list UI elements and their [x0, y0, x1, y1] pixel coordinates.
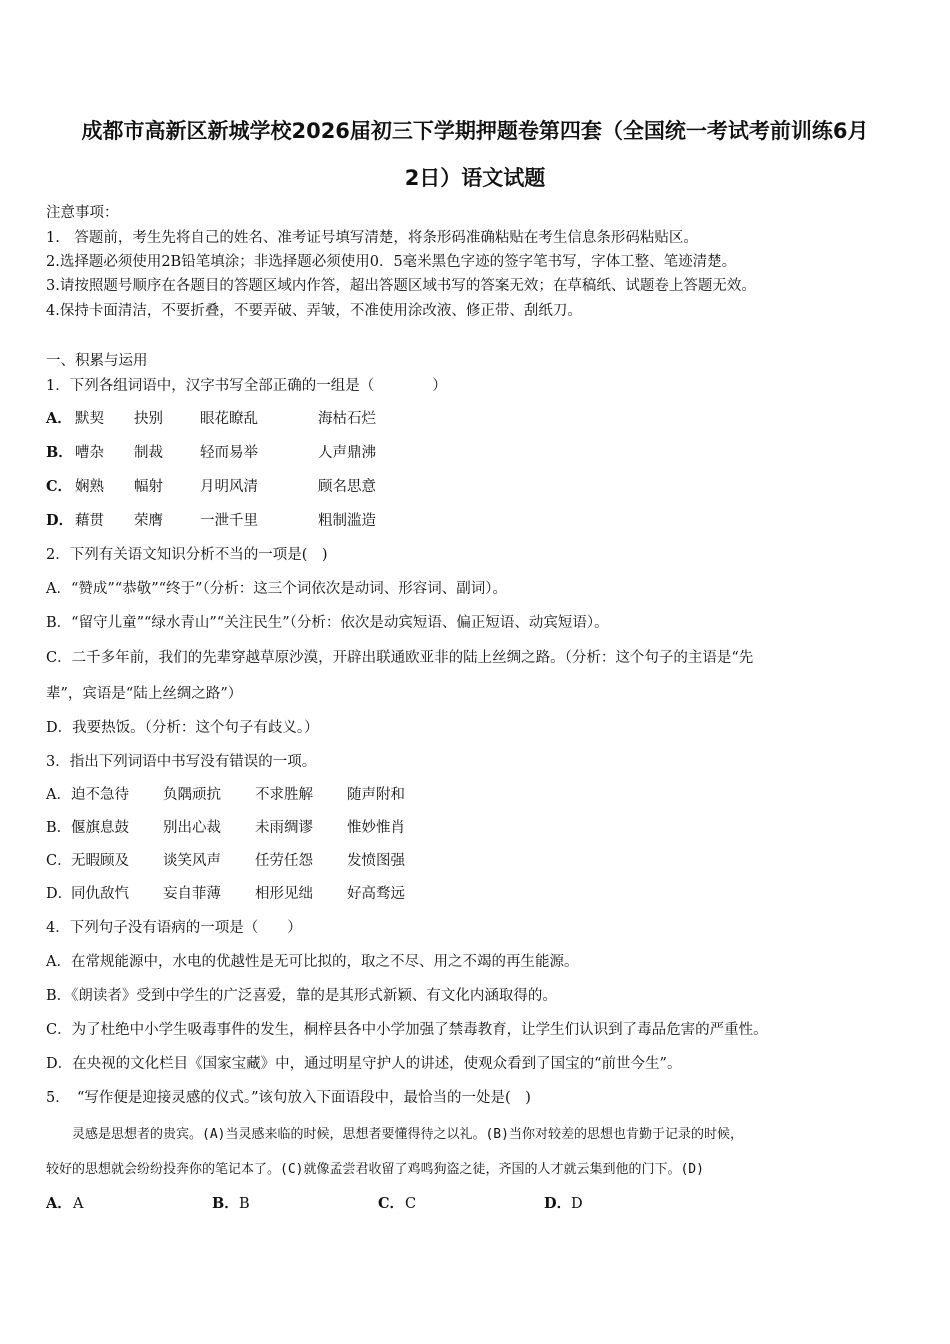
q5-passage-line2: 较好的思想就会纷纷投奔你的笔记本了。(C)就像孟尝君收留了鸡鸣狗盗之徒，齐国的人才就云集到他的门下。(D) [46, 1162, 704, 1177]
q1-word: 月明风清 [200, 479, 258, 495]
q1-word: 荣膺 [134, 513, 163, 529]
q1-word: 娴熟 [75, 479, 104, 495]
q3-word: 偃旗息鼓 [71, 820, 129, 836]
q5-option-label: A． [46, 1195, 72, 1212]
q5-option-label: B． [212, 1195, 239, 1212]
section-heading: 一、积累与运用 [46, 353, 148, 369]
q1-word: 制裁 [134, 445, 163, 461]
q3-word: 别出心裁 [163, 820, 221, 836]
q2-option-d: D．我要热饭。（分析：这个句子有歧义。） [46, 720, 319, 736]
q1-word: 顾名思意 [318, 479, 376, 495]
notice-item-2: 2.选择题必须使用2B铅笔填涂；非选择题必须使用0．5毫米黑色字迹的签字笔书写，字体工整、笔迹清楚。 [46, 254, 737, 270]
q3-word: 任劳任怨 [255, 853, 313, 869]
notice-item-1: 1. 答题前，考生先将自己的姓名、准考证号填写清楚，将条形码准确粘贴在考生信息条形码粘贴区。 [46, 230, 698, 246]
q3-word: 随声附和 [347, 787, 405, 803]
q1-word: 嘈杂 [75, 445, 104, 461]
q4-option-a: A．在常规能源中，水电的优越性是无可比拟的，取之不尽、用之不竭的再生能源。 [46, 954, 579, 970]
q5-stem: 5． “写作便是迎接灵感的仪式。”该句放入下面语段中，最恰当的一处是( ) [46, 1090, 531, 1106]
q1-option-label: B． [46, 444, 73, 461]
exam-title-line2: 2日）语文试题 [404, 166, 546, 190]
q1-word: 粗制滥造 [318, 513, 376, 529]
q3-word: 惟妙惟肖 [347, 820, 405, 836]
q2-option-c-line2: 辈”，宾语是“陆上丝绸之路”） [46, 686, 243, 702]
q3-word: 迫不急待 [71, 787, 129, 803]
q1-word: 轻而易举 [200, 445, 258, 461]
notice-heading: 注意事项： [46, 205, 119, 221]
q4-option-d: D．在央视的文化栏目《国家宝藏》中，通过明星守护人的讲述，使观众看到了国宝的“前世今生”。 [46, 1056, 682, 1072]
notice-item-4: 4.保持卡面清洁，不要折叠，不要弄破、弄皱，不准使用涂改液、修正带、刮纸刀。 [46, 303, 582, 319]
q1-word: 海枯石烂 [318, 411, 376, 427]
q3-word: 无暇顾及 [71, 853, 129, 869]
q1-option-label: D． [46, 512, 74, 529]
q3-word: 发愤图强 [347, 853, 405, 869]
q3-word: 负隅顽抗 [163, 787, 221, 803]
q3-word: 妄自菲薄 [163, 886, 221, 902]
notice-item-3: 3.请按照题号顺序在各题目的答题区域内作答，超出答题区域书写的答案无效；在草稿纸、试题卷上答题无效。 [46, 278, 756, 294]
q5-option-label: D． [544, 1195, 572, 1212]
q3-option-label: B． [46, 820, 72, 836]
q2-option-a: A．“赞成”“恭敬”“终于”（分析：这三个词依次是动词、形容词、副词）。 [46, 581, 507, 597]
q1-option-label: C． [46, 478, 73, 495]
q1-word: 幅射 [134, 479, 163, 495]
q5-option-label: C． [378, 1195, 405, 1212]
q1-stem: 1．下列各组词语中，汉字书写全部正确的一组是（ ） [46, 378, 447, 394]
q4-option-c: C．为了杜绝中小学生吸毒事件的发生，桐梓县各中小学加强了禁毒教育，让学生们认识到了毒品危害的严重性。 [46, 1022, 768, 1038]
q3-option-label: C． [46, 853, 72, 869]
q1-word: 抉别 [134, 411, 163, 427]
q3-word: 谈笑风声 [163, 853, 221, 869]
q3-stem: 3．指出下列词语中书写没有错误的一项。 [46, 754, 317, 770]
q3-word: 未雨绸谬 [255, 820, 313, 836]
q4-stem: 4．下列句子没有语病的一项是（ ） [46, 920, 302, 936]
q5-option-value: A [73, 1196, 84, 1212]
q1-word: 人声鼎沸 [318, 445, 376, 461]
q1-word: 眼花瞭乱 [200, 411, 258, 427]
q1-option-label: A． [46, 410, 72, 427]
q4-option-b: B．《朗读者》受到中学生的广泛喜爱，靠的是其形式新颖、有文化内涵取得的。 [46, 988, 557, 1004]
q3-word: 相形见绌 [255, 886, 313, 902]
q5-option-value: C [405, 1196, 417, 1212]
q3-word: 好高骛远 [347, 886, 405, 902]
q5-option-value: D [571, 1196, 583, 1212]
q3-option-label: A． [46, 787, 71, 803]
q5-passage-line1: 灵感是思想者的贵宾。(A)当灵感来临的时候，思想者要懂得待之以礼。(B)当你对较差的思想也肯勤于记录的时候， [46, 1127, 743, 1142]
q5-option-value: B [239, 1196, 250, 1212]
q3-word: 同仇敌忾 [71, 886, 129, 902]
q3-word: 不求胜解 [255, 787, 313, 803]
exam-title-line1: 成都市高新区新城学校2026届初三下学期押题卷第四套（全国统一考试考前训练6月 [81, 119, 869, 143]
q2-option-b: B．“留守儿童”“绿水青山”“关注民生”（分析：依次是动宾短语、偏正短语、动宾短语）。 [46, 615, 609, 631]
q2-stem: 2．下列有关语文知识分析不当的一项是( ) [46, 547, 328, 563]
q3-option-label: D． [46, 886, 73, 902]
q1-word: 藉贯 [75, 513, 104, 529]
q1-word: 一泄千里 [200, 513, 258, 529]
q1-word: 默契 [75, 411, 104, 427]
q2-option-c-line1: C．二千多年前，我们的先辈穿越草原沙漠，开辟出联通欧亚非的陆上丝绸之路。（分析：这个句子的主语是“先 [46, 650, 754, 666]
